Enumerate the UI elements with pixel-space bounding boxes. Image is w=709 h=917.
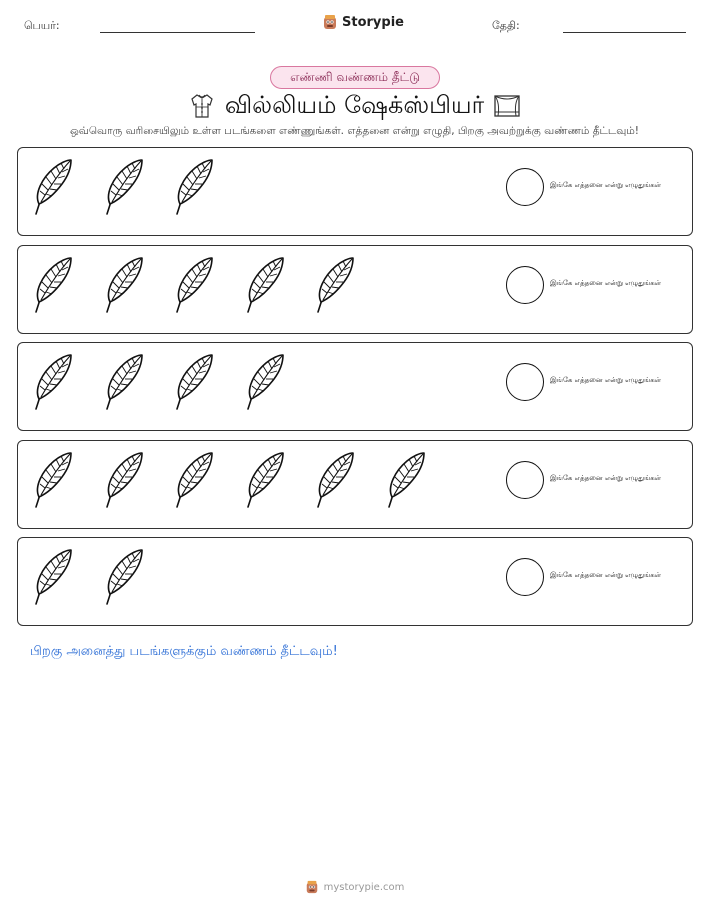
- answer-label: இங்கே எத்தனை என்று எழுதுங்கள்: [550, 181, 662, 189]
- brand-logo: [322, 14, 404, 30]
- quill-feather-icon: [101, 548, 145, 606]
- answer-circle[interactable]: [506, 461, 544, 499]
- counting-row: [17, 245, 693, 334]
- quill-feather-icon: [312, 451, 356, 509]
- quill-feather-icon: [242, 256, 286, 314]
- storypie-mascot-icon: [305, 880, 319, 894]
- quill-feather-icon: [383, 451, 427, 509]
- answer-label: இங்கே எத்தனை என்று எழுதுங்கள்: [550, 278, 662, 287]
- answer-label: இங்கே எத்தனை என்று எழுதுங்கள்: [550, 376, 662, 384]
- costume-icon: [187, 91, 217, 121]
- name-line[interactable]: [100, 32, 255, 33]
- quill-feather-icon: [30, 451, 74, 509]
- quill-feather-icon: [101, 451, 145, 509]
- answer-circle[interactable]: [506, 168, 544, 206]
- brand-name: Storypie: [342, 14, 404, 30]
- counting-row: [17, 440, 693, 529]
- name-label: பெயர்:: [24, 19, 60, 32]
- title-row: [0, 88, 709, 124]
- answer-circle[interactable]: [506, 363, 544, 401]
- quill-feather-icon: [242, 451, 286, 509]
- theater-stage-icon: [492, 91, 522, 121]
- quill-feather-icon: [171, 256, 215, 314]
- color-all-note: பிறகு அனைத்து படங்களுக்கும் வண்ணம் தீட்டவும்!: [30, 644, 338, 659]
- storypie-mascot-icon: [322, 14, 338, 30]
- counting-row: [17, 342, 693, 431]
- counting-row: [17, 147, 693, 236]
- quill-feather-icon: [101, 158, 145, 216]
- quill-feather-icon: [30, 158, 74, 216]
- footer-brand: [0, 880, 709, 894]
- footer-site[interactable]: mystorypie.com: [323, 881, 405, 893]
- quill-feather-icon: [171, 353, 215, 411]
- quill-feather-icon: [171, 158, 215, 216]
- date-label: தேதி:: [492, 19, 520, 32]
- date-line[interactable]: [563, 32, 686, 33]
- quill-feather-icon: [312, 256, 356, 314]
- counting-row: [17, 537, 693, 626]
- quill-feather-icon: [101, 256, 145, 314]
- quill-feather-icon: [30, 256, 74, 314]
- quill-feather-icon: [30, 353, 74, 411]
- instructions: ஒவ்வொரு வரிசையிலும் உள்ள படங்களை எண்ணுங்கள். எத்தனை என்று எழுதி, பிறகு அவற்றுக்கு வண்ணம் தீட்டவும்!: [70, 125, 639, 137]
- answer-label: இங்கே எத்தனை என்று எழுதுங்கள்: [550, 473, 662, 482]
- quill-feather-icon: [101, 353, 145, 411]
- answer-circle[interactable]: [506, 558, 544, 596]
- quill-feather-icon: [242, 353, 286, 411]
- answer-label: இங்கே எத்தனை என்று எழுதுங்கள்: [550, 571, 662, 579]
- activity-pill: எண்ணி வண்ணம் தீட்டு: [270, 66, 440, 89]
- page-title: வில்லியம் ஷேக்ஸ்பியர்: [224, 90, 485, 119]
- quill-feather-icon: [171, 451, 215, 509]
- quill-feather-icon: [30, 548, 74, 606]
- answer-circle[interactable]: [506, 266, 544, 304]
